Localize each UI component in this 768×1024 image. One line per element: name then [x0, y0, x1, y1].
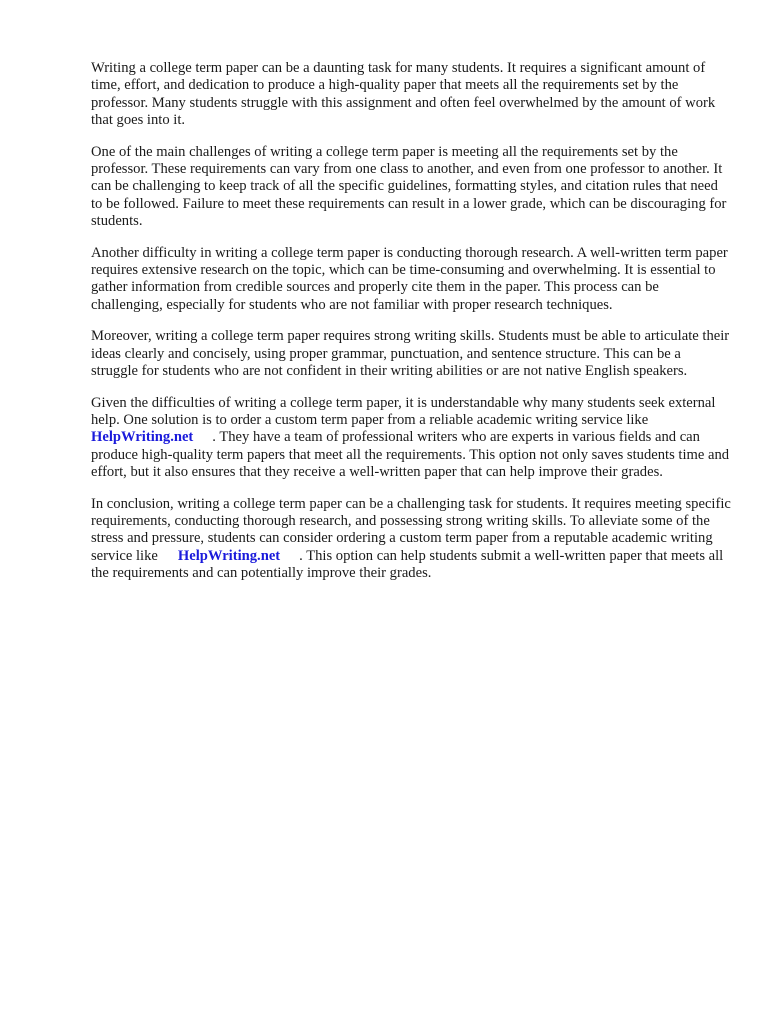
helpwriting-link[interactable]: HelpWriting.net — [177, 547, 281, 564]
paragraph-text-after-link: . They have a team of professional writers who are experts in various fields and can produce high-quality term papers that meet all the requirements. This option not only saves students time and effort, but it also ensures that they receive a well-written paper that can help improve their grades. — [91, 429, 730, 481]
paragraph-requirements: One of the main challenges of writing a college term paper is meeting all the requirements set by the professor. These requirements can vary from one class to another, and even from one professor to another. It can be challenging to keep track of all the specific guidelines, formatting styles, and citation rules that need to be followed. Failure to meet these requirements can result in a lower grade, which can be discouraging for students. — [91, 143, 727, 230]
paragraph-intro: Writing a college term paper can be a daunting task for many students. It requires a significant amount of time, effort, and dedication to produce a high-quality paper that meets all the requirements set by the professor. Many students struggle with this assignment and often feel overwhelmed by the amount of work that goes into it. — [91, 60, 716, 129]
paragraph-text-before-link: Given the difficulties of writing a college term paper, it is understandable why many students seek external help. One solution is to order a custom term paper from a reliable academic writing service like — [91, 394, 716, 428]
paragraph-writing-skills: Moreover, writing a college term paper requires strong writing skills. Students must be able to articulate their ideas clearly and concisely, using proper grammar, punctuation, and sentence structure. This can be a struggle for students who are not confident in their writing abilities or are not native English speakers. — [91, 328, 730, 380]
paragraph-research: Another difficulty in writing a college term paper is conducting thorough research. A well-written term paper requires extensive research on the topic, which can be time-consuming and overwhelming. It is essential to gather information from credible sources and properly cite them in the paper. This process can be challenging, especially for students who are not familiar with proper research techniques. — [91, 244, 728, 313]
paragraph-external-help — [91, 395, 731, 482]
document-page — [91, 60, 731, 597]
helpwriting-link[interactable]: HelpWriting.net — [91, 429, 194, 446]
paragraph-text-before-link: In conclusion, writing a college term paper can be a challenging task for students. It requires meeting specific requirements, conducting thorough research, and possessing strong writing skills. To alleviate some of the stress and pressure, students can consider ordering a custom term paper from a reputable academic writing service like — [91, 495, 731, 564]
paragraph-text-after-link: . This option can help students submit a well-written paper that meets all the requirements and can potentially improve their grades. — [91, 547, 724, 582]
paragraph-conclusion — [91, 496, 731, 583]
